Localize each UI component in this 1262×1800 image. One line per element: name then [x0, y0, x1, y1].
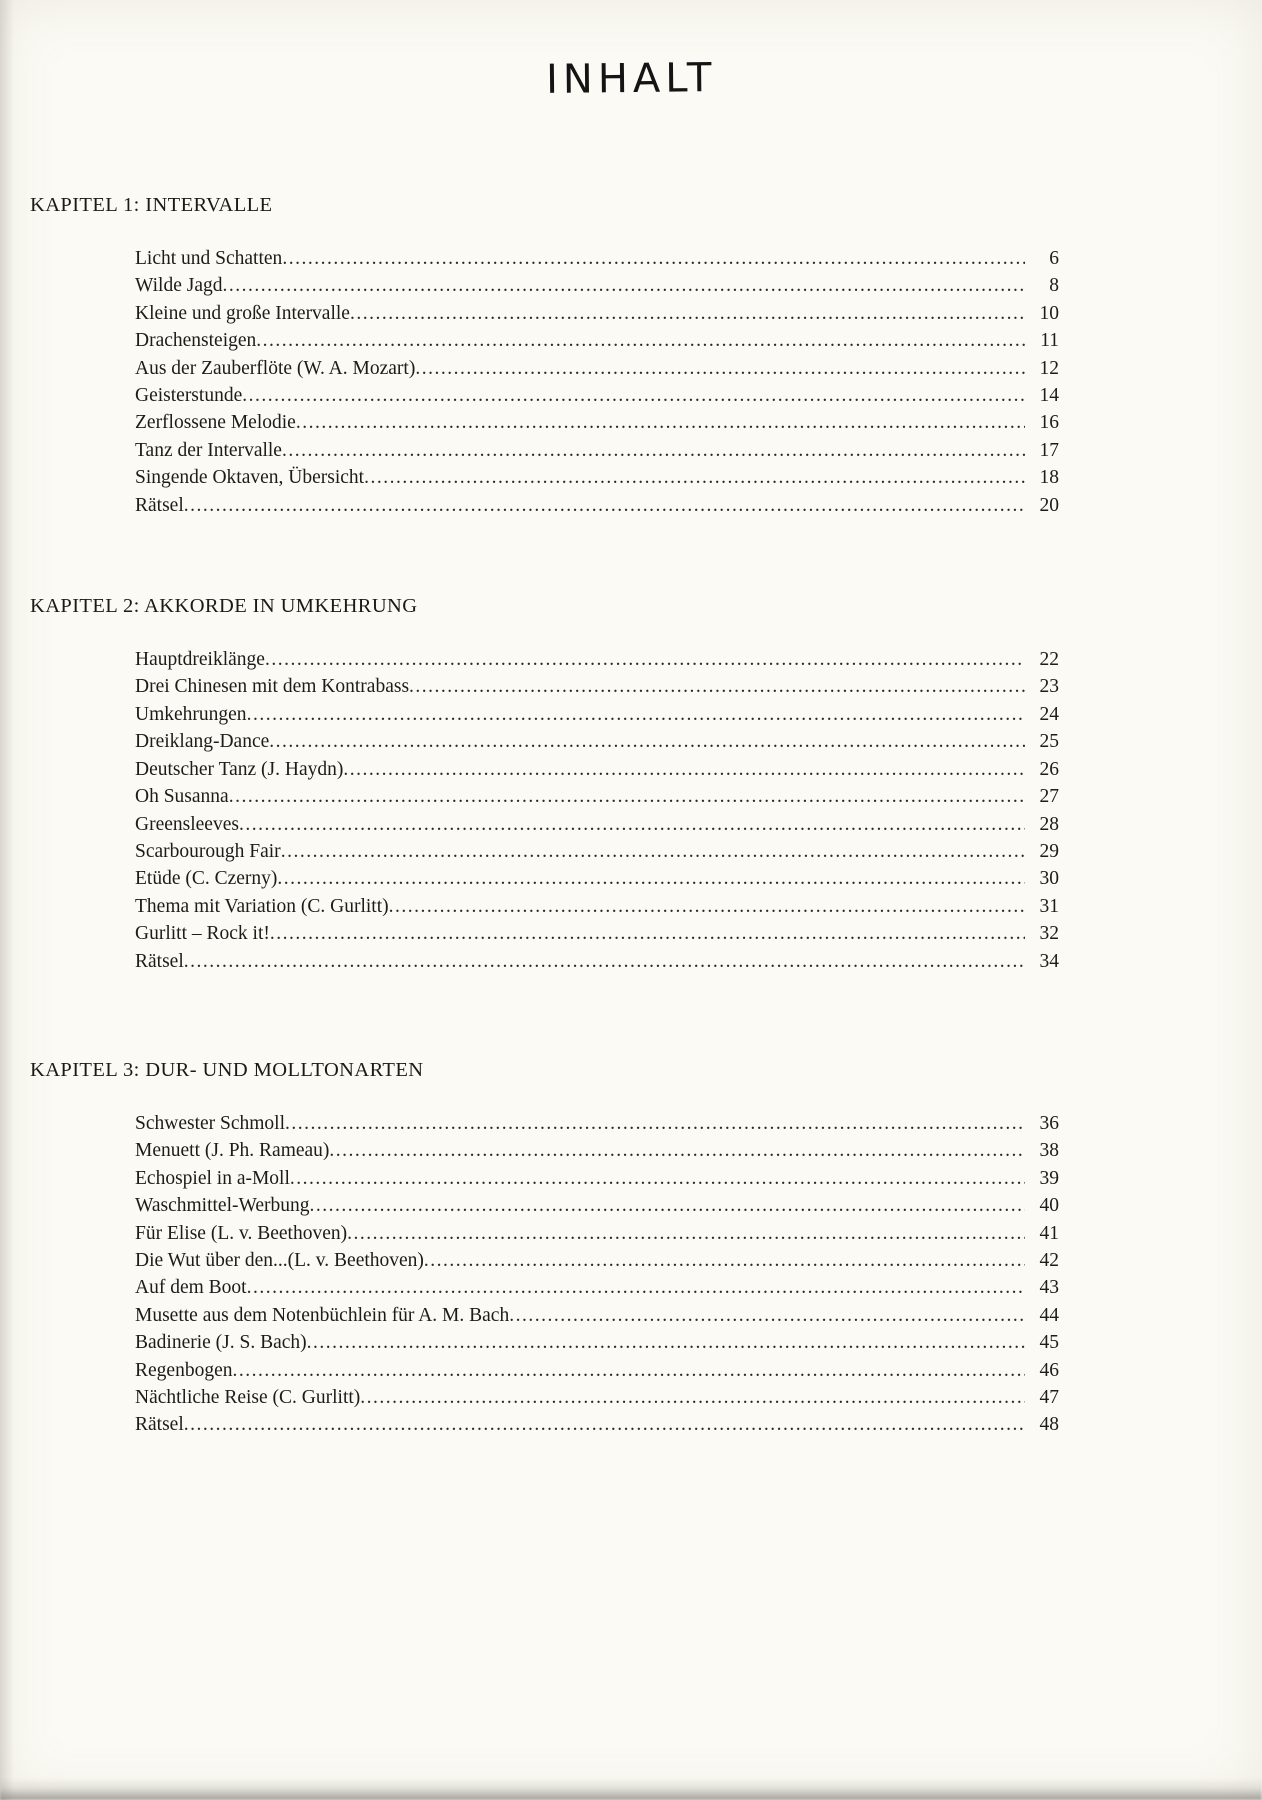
- entry-page: 26: [1039, 758, 1059, 780]
- leader-dots: [239, 811, 1025, 838]
- entry-list: [135, 245, 1059, 519]
- chapter-heading: KAPITEL 3: DUR- UND MOLLTONARTEN: [30, 1058, 424, 1081]
- entry-left: [135, 1384, 1025, 1411]
- toc-entry: [135, 437, 1059, 464]
- entry-page: 24: [1039, 703, 1059, 725]
- entry-title: Rätsel: [135, 494, 184, 516]
- entry-title: Greensleeves: [135, 813, 239, 835]
- entry-page: 10: [1039, 302, 1059, 324]
- entry-left: [135, 492, 1025, 519]
- entry-left: [135, 756, 1025, 783]
- toc-entry: [135, 701, 1059, 728]
- leader-dots: [277, 865, 1025, 892]
- leader-dots: [296, 409, 1025, 436]
- entry-left: [135, 464, 1025, 491]
- toc-entry: [135, 1274, 1059, 1301]
- leader-dots: [424, 1247, 1025, 1274]
- entry-page: 6: [1049, 248, 1059, 269]
- toc-entry: [135, 1411, 1059, 1438]
- toc-entry: [135, 492, 1059, 519]
- chapter-section: [30, 1059, 1262, 1439]
- entry-left: [135, 865, 1025, 892]
- entry-page: 39: [1039, 1167, 1059, 1189]
- entry-page: 17: [1039, 439, 1059, 461]
- entry-left: [135, 1411, 1025, 1438]
- toc-entry: [135, 948, 1059, 975]
- entry-title: Licht und Schatten: [135, 248, 283, 269]
- entry-left: [135, 1357, 1025, 1384]
- entry-page: 42: [1039, 1249, 1059, 1271]
- entry-page: 36: [1039, 1112, 1059, 1134]
- entry-page: 31: [1039, 895, 1059, 917]
- entry-list: [135, 1110, 1059, 1439]
- toc-entry: [135, 1110, 1059, 1137]
- toc-entry: [135, 409, 1059, 436]
- leader-dots: [509, 1302, 1025, 1329]
- toc-entry: [135, 464, 1059, 491]
- entry-left: [135, 1165, 1025, 1192]
- entry-left: [135, 1220, 1025, 1247]
- chapter-section: [30, 595, 1262, 975]
- entry-left: [135, 920, 1025, 947]
- leader-dots: [409, 673, 1025, 700]
- toc-entry: [135, 1247, 1059, 1274]
- entry-page: 23: [1039, 676, 1059, 698]
- entry-left: [135, 272, 1025, 299]
- leader-dots: [350, 300, 1025, 327]
- toc-entry: [135, 838, 1059, 865]
- entry-page: 30: [1039, 868, 1059, 890]
- leader-dots: [360, 1384, 1025, 1411]
- entry-left: [135, 1110, 1025, 1137]
- leader-dots: [282, 437, 1025, 464]
- entry-left: [135, 701, 1025, 728]
- entry-title: Dreiklang-Dance: [135, 731, 270, 753]
- toc-entry: [135, 272, 1059, 299]
- entry-title: Gurlitt – Rock it!: [135, 923, 270, 945]
- entry-left: [135, 673, 1025, 700]
- leader-dots: [309, 1192, 1025, 1219]
- toc-entry: [135, 382, 1059, 409]
- leader-dots: [282, 245, 1025, 272]
- toc-entry: [135, 865, 1059, 892]
- entry-title: Regenbogen: [135, 1359, 233, 1381]
- entry-title: Rätsel: [135, 950, 184, 972]
- entry-title: Waschmittel-Werbung: [135, 1195, 310, 1217]
- entry-page: 32: [1039, 923, 1059, 945]
- entry-left: [135, 1274, 1025, 1301]
- toc-entry: [135, 1165, 1059, 1192]
- entry-page: 8: [1049, 275, 1059, 297]
- entry-title: Auf dem Boot: [135, 1277, 247, 1299]
- scan-edge-bottom: [0, 1778, 1262, 1800]
- entry-page: 47: [1039, 1387, 1059, 1408]
- toc-entry: [135, 1329, 1059, 1356]
- entry-page: 20: [1039, 494, 1059, 516]
- entry-left: [135, 245, 1025, 272]
- chapters: [0, 194, 1262, 1439]
- entry-title: Etüde (C. Czerny): [135, 868, 278, 890]
- leader-dots: [364, 464, 1025, 491]
- leader-dots: [247, 1274, 1025, 1301]
- chapter-heading: KAPITEL 2: AKKORDE IN UMKEHRUNG: [30, 595, 418, 618]
- entry-left: [135, 355, 1025, 382]
- entry-title: Thema mit Variation (C. Gurlitt): [135, 895, 389, 917]
- entry-left: [135, 893, 1025, 920]
- entry-left: [135, 783, 1025, 810]
- leader-dots: [265, 646, 1025, 673]
- entry-page: 25: [1039, 731, 1059, 753]
- leader-dots: [415, 355, 1025, 382]
- entry-title: Badinerie (J. S. Bach): [135, 1332, 307, 1354]
- entry-title: Musette aus dem Notenbüchlein für A. M. Bach: [135, 1304, 510, 1326]
- entry-left: [135, 1137, 1025, 1164]
- entry-title: Kleine und große Intervalle: [135, 302, 350, 324]
- chapter-heading: KAPITEL 1: INTERVALLE: [30, 194, 273, 216]
- leader-dots: [290, 1165, 1025, 1192]
- entry-page: 44: [1039, 1304, 1059, 1326]
- toc-entry: [135, 1384, 1059, 1411]
- toc-entry: [135, 920, 1059, 947]
- entry-left: [135, 728, 1025, 755]
- page-title: INHALT: [545, 55, 717, 103]
- leader-dots: [307, 1329, 1025, 1356]
- leader-dots: [269, 728, 1025, 755]
- entry-page: 46: [1039, 1359, 1059, 1381]
- leader-dots: [242, 382, 1025, 409]
- entry-title: Scarbourough Fair: [135, 840, 281, 862]
- entry-title: Drei Chinesen mit dem Kontrabass: [135, 676, 410, 698]
- entry-left: [135, 382, 1025, 409]
- toc-entry: [135, 673, 1059, 700]
- entry-page: 27: [1039, 786, 1059, 808]
- toc-entry: [135, 646, 1059, 673]
- toc-entry: [135, 1302, 1059, 1329]
- entry-title: Die Wut über den...(L. v. Beethoven): [135, 1249, 424, 1271]
- entry-left: [135, 811, 1025, 838]
- entry-left: [135, 327, 1025, 354]
- toc-entry: [135, 783, 1059, 810]
- entry-title: Singende Oktaven, Übersicht: [135, 467, 365, 489]
- toc-entry: [135, 893, 1059, 920]
- toc-entry: [135, 811, 1059, 838]
- entry-title: Echospiel in a-Moll: [135, 1167, 290, 1189]
- toc-entry: [135, 1220, 1059, 1247]
- entry-left: [135, 646, 1025, 673]
- entry-title: Hauptdreiklänge: [135, 649, 265, 671]
- entry-left: [135, 1247, 1025, 1274]
- toc-entry: [135, 1357, 1059, 1384]
- entry-page: 29: [1039, 840, 1059, 862]
- entry-title: Oh Susanna: [135, 786, 229, 808]
- toc-entry: [135, 327, 1059, 354]
- toc-entry: [135, 355, 1059, 382]
- entry-page: 14: [1039, 385, 1059, 407]
- entry-page: 22: [1039, 649, 1059, 671]
- leader-dots: [184, 492, 1025, 519]
- toc-entry: [135, 728, 1059, 755]
- entry-title: Wilde Jagd: [135, 275, 223, 297]
- chapter-section: [30, 194, 1262, 519]
- entry-page: 18: [1039, 467, 1059, 489]
- toc-entry: [135, 1192, 1059, 1219]
- entry-title: Tanz der Intervalle: [135, 439, 282, 461]
- entry-page: 41: [1039, 1222, 1059, 1244]
- entry-left: [135, 1329, 1025, 1356]
- entry-left: [135, 1302, 1025, 1329]
- toc-entry: [135, 756, 1059, 783]
- entry-title: Nächtliche Reise (C. Gurlitt): [135, 1387, 361, 1408]
- entry-left: [135, 1192, 1025, 1219]
- leader-dots: [343, 756, 1025, 783]
- leader-dots: [270, 920, 1025, 947]
- entry-page: 34: [1039, 950, 1059, 972]
- entry-list: [135, 646, 1059, 975]
- entry-left: [135, 948, 1025, 975]
- leader-dots: [222, 272, 1025, 299]
- entry-left: [135, 838, 1025, 865]
- leader-dots: [184, 1411, 1025, 1438]
- entry-page: 40: [1039, 1195, 1059, 1217]
- toc-entry: [135, 1137, 1059, 1164]
- entry-title: Drachensteigen: [135, 330, 257, 352]
- leader-dots: [281, 838, 1025, 865]
- entry-page: 28: [1039, 813, 1059, 835]
- entry-title: Aus der Zauberflöte (W. A. Mozart): [135, 357, 416, 379]
- entry-title: Zerflossene Melodie: [135, 412, 296, 434]
- leader-dots: [229, 783, 1025, 810]
- leader-dots: [285, 1110, 1025, 1137]
- entry-page: 12: [1039, 357, 1059, 379]
- entry-page: 43: [1039, 1277, 1059, 1299]
- leader-dots: [389, 893, 1025, 920]
- entry-left: [135, 409, 1025, 436]
- entry-left: [135, 300, 1025, 327]
- entry-title: Schwester Schmoll: [135, 1112, 286, 1134]
- entry-title: Rätsel: [135, 1414, 184, 1436]
- leader-dots: [232, 1357, 1025, 1384]
- entry-page: 11: [1040, 330, 1059, 352]
- entry-title: Geisterstunde: [135, 385, 243, 407]
- entry-left: [135, 437, 1025, 464]
- entry-title: Umkehrungen: [135, 703, 247, 725]
- toc-entry: [135, 300, 1059, 327]
- entry-page: 48: [1039, 1414, 1059, 1436]
- entry-page: 45: [1039, 1332, 1059, 1354]
- leader-dots: [247, 701, 1025, 728]
- toc-entry: [135, 245, 1059, 272]
- leader-dots: [329, 1137, 1025, 1164]
- leader-dots: [184, 948, 1025, 975]
- entry-page: 16: [1039, 412, 1059, 434]
- leader-dots: [347, 1220, 1025, 1247]
- entry-title: Deutscher Tanz (J. Haydn): [135, 758, 344, 780]
- leader-dots: [256, 327, 1025, 354]
- entry-title: Menuett (J. Ph. Rameau): [135, 1140, 330, 1162]
- entry-page: 38: [1039, 1140, 1059, 1162]
- entry-title: Für Elise (L. v. Beethoven): [135, 1222, 348, 1244]
